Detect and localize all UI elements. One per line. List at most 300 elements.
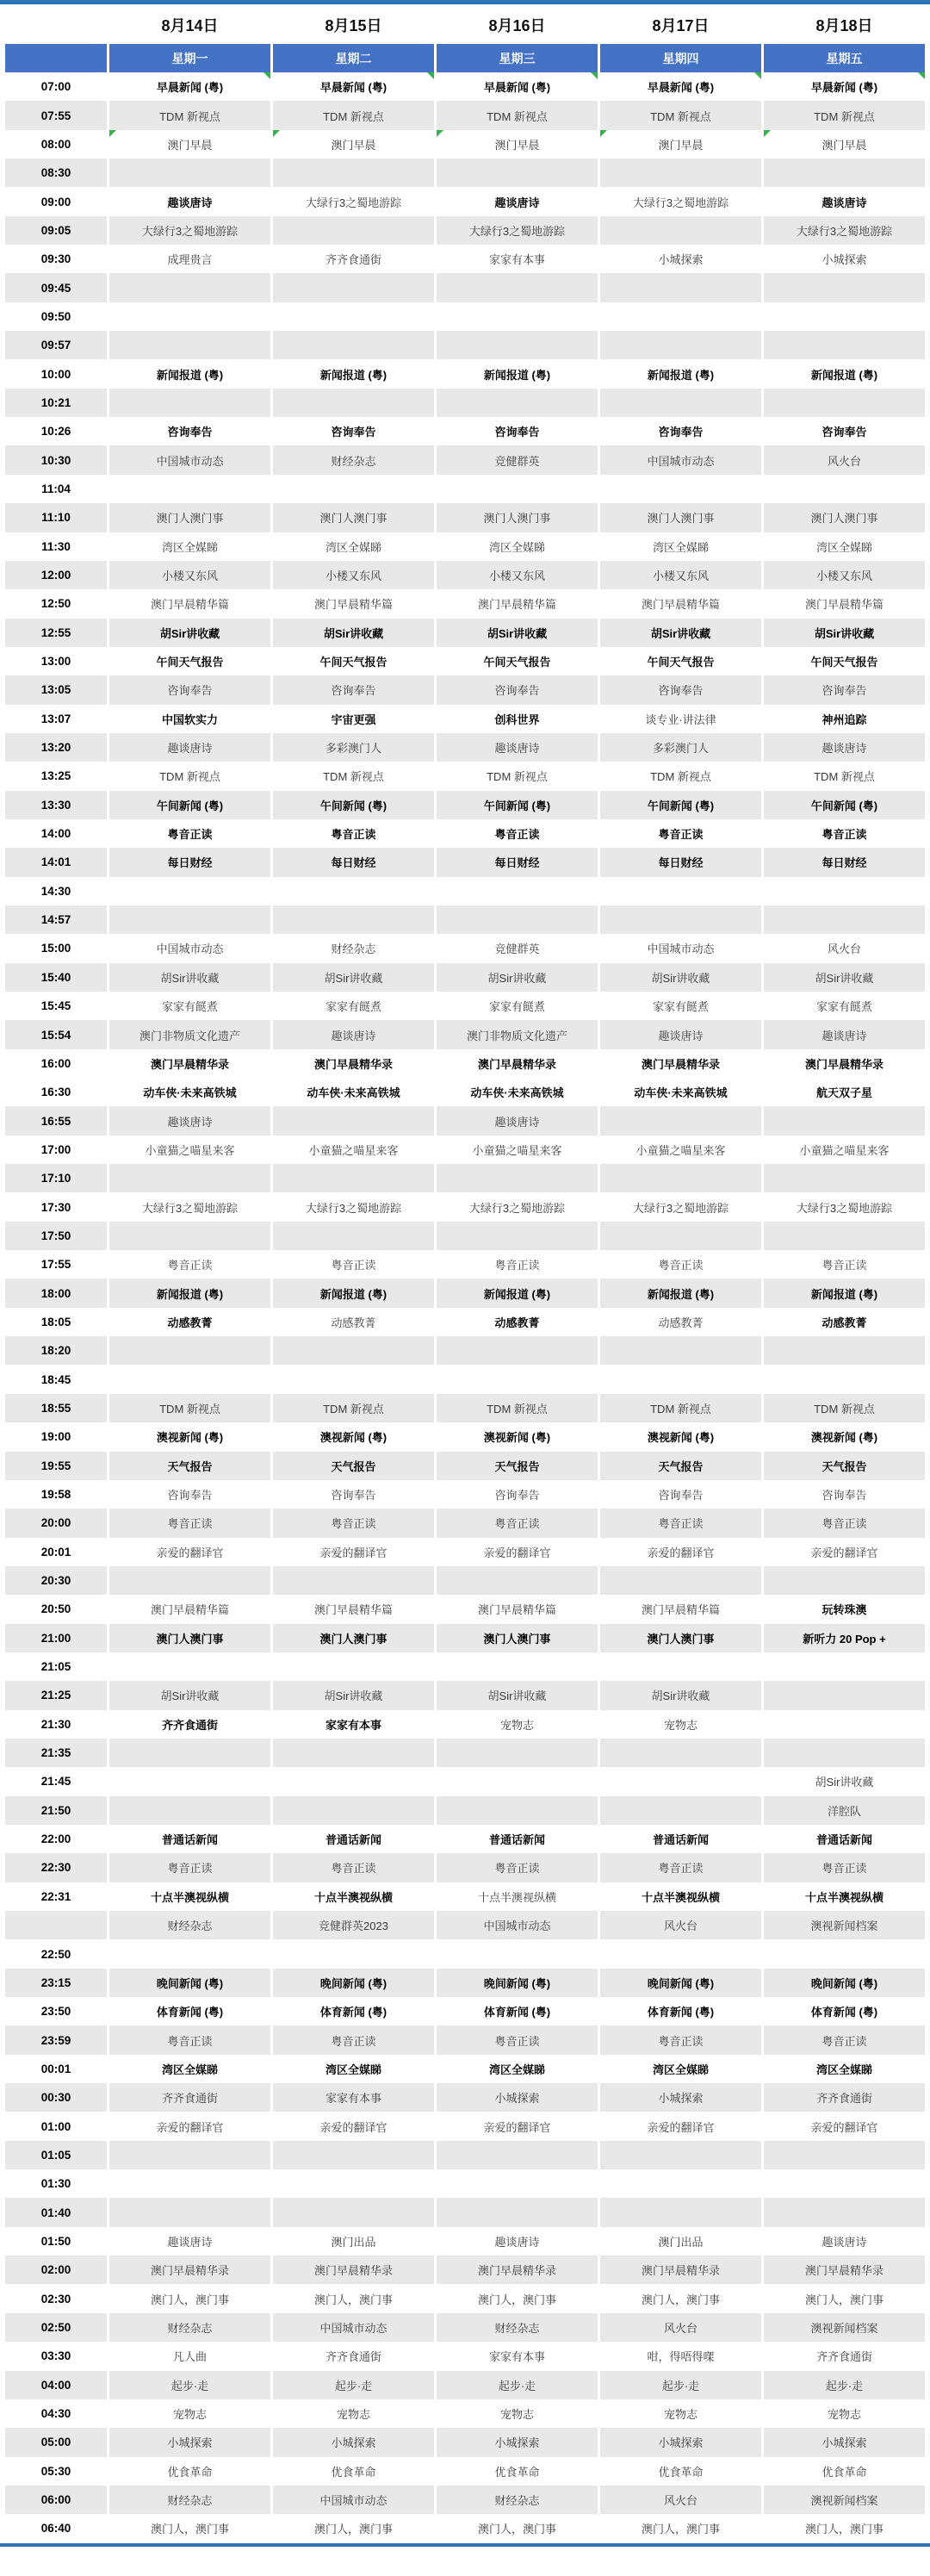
program-title: 风火台 — [827, 454, 861, 468]
program-cell — [600, 1136, 761, 1164]
time-cell: 22:00 — [5, 1825, 107, 1853]
time-cell: 15:00 — [5, 934, 107, 962]
program-title: 大绿行3之蜀地游踪 — [796, 224, 893, 238]
program-cell — [764, 647, 925, 675]
program-cell — [437, 963, 598, 992]
program-cell — [764, 2025, 925, 2054]
program-title: 粤音正读 — [658, 1517, 704, 1531]
schedule-row — [5, 2025, 925, 2054]
program-title: 趣谈唐诗 — [167, 742, 213, 756]
program-title: 澳视新闻 (粤) — [647, 1431, 715, 1445]
program-title: 新闻报道 (粤) — [810, 368, 878, 382]
program-title: 竞健群英 — [494, 943, 540, 956]
weekday-header-fri: 星期五 — [764, 44, 925, 72]
schedule-row — [5, 877, 925, 905]
program-cell — [437, 2198, 598, 2226]
program-cell — [437, 733, 598, 762]
program-cell — [109, 1882, 270, 1911]
program-title: 天气报告 — [167, 1459, 213, 1473]
program-cell — [437, 2342, 598, 2370]
program-cell — [437, 762, 598, 790]
program-cell — [109, 2457, 270, 2486]
schedule-row — [5, 2371, 925, 2399]
program-title: 粤音正读 — [494, 1259, 540, 1272]
program-cell — [437, 619, 598, 647]
program-cell — [273, 705, 434, 733]
program-cell — [600, 2486, 761, 2514]
program-cell — [109, 1394, 270, 1422]
program-cell — [764, 819, 925, 848]
program-cell — [273, 675, 434, 704]
program-title: 起步·走 — [334, 2379, 373, 2392]
time-cell: 20:50 — [5, 1595, 107, 1623]
schedule-row — [5, 848, 925, 876]
program-cell — [764, 359, 925, 388]
schedule-row — [5, 1136, 925, 1164]
program-cell — [764, 1106, 925, 1135]
schedule-row — [5, 1308, 925, 1336]
program-cell — [764, 1020, 925, 1048]
program-title: 凡人曲 — [172, 2350, 207, 2364]
program-cell — [764, 1452, 925, 1480]
time-cell: 08:00 — [5, 130, 107, 159]
program-cell — [764, 1365, 925, 1393]
program-cell — [273, 2169, 434, 2198]
program-cell — [437, 359, 598, 388]
program-cell — [437, 389, 598, 417]
program-cell — [600, 1250, 761, 1279]
time-cell: 00:01 — [5, 2055, 107, 2083]
program-cell — [109, 1422, 270, 1451]
schedule-row — [5, 101, 925, 129]
program-cell — [600, 389, 761, 417]
program-cell — [437, 1595, 598, 1623]
program-cell — [437, 1480, 598, 1509]
program-cell — [109, 1825, 270, 1853]
schedule-row — [5, 1336, 925, 1365]
program-cell — [764, 130, 925, 159]
program-title: 澳视新闻 (粤) — [319, 1431, 388, 1445]
program-title: 动感教菁 — [658, 1316, 704, 1329]
program-title: 澳门非物质文化遗产 — [139, 1029, 240, 1042]
program-title: 胡Sir讲收藏 — [159, 626, 220, 640]
program-cell — [109, 532, 270, 561]
program-title: 午间天气报告 — [156, 656, 224, 669]
program-cell — [764, 791, 925, 819]
schedule-row — [5, 1566, 925, 1595]
program-title: 粤音正读 — [167, 1862, 213, 1876]
program-cell — [437, 1136, 598, 1164]
program-title: 玩转珠澳 — [822, 1603, 867, 1617]
program-cell — [437, 1106, 598, 1135]
program-cell — [109, 72, 270, 101]
program-title: 澳门早晨精华录 — [150, 1057, 229, 1071]
program-cell — [273, 245, 434, 273]
program-cell — [273, 2256, 434, 2284]
time-cell: 21:30 — [5, 1710, 107, 1739]
program-title: 澳门出品 — [331, 2235, 376, 2249]
time-cell: 05:00 — [5, 2428, 107, 2456]
program-title: 澳门人澳门事 — [647, 1632, 715, 1646]
schedule-row — [5, 1853, 925, 1882]
program-title: 粤音正读 — [658, 1259, 704, 1272]
program-cell — [273, 1020, 434, 1048]
program-cell — [600, 1911, 761, 1939]
program-title: 天气报告 — [822, 1459, 867, 1473]
program-title: 家家有本事 — [488, 2350, 545, 2364]
program-cell — [437, 1739, 598, 1767]
program-cell — [600, 1825, 761, 1853]
green-flag-icon — [273, 130, 280, 137]
program-cell — [600, 675, 761, 704]
program-cell — [764, 675, 925, 704]
program-title: 新闻报道 (粤) — [319, 1287, 388, 1301]
program-cell — [764, 417, 925, 445]
program-cell — [600, 1882, 761, 1911]
time-cell: 09:00 — [5, 187, 107, 215]
program-title: 澳门早晨精华录 — [477, 2264, 556, 2278]
program-title: 家家有餸煮 — [815, 1000, 872, 1014]
program-title: 晚间新闻 (粤) — [810, 1976, 878, 1990]
program-cell — [437, 1796, 598, 1825]
program-cell — [764, 762, 925, 790]
program-cell — [600, 877, 761, 905]
program-title: 小楼又东风 — [325, 569, 381, 583]
schedule-row — [5, 791, 925, 819]
program-cell — [109, 1911, 270, 1939]
schedule-row — [5, 2284, 925, 2312]
time-cell: 22:31 — [5, 1882, 107, 1911]
program-title: 湾区全媒睇 — [161, 540, 218, 554]
program-cell — [437, 1710, 598, 1739]
footer-whitespace — [0, 2547, 930, 2576]
program-title: 粤音正读 — [494, 1862, 540, 1876]
program-cell — [109, 1480, 270, 1509]
program-title: TDM 新视点 — [159, 1402, 220, 1416]
program-title: 宠物志 — [663, 2408, 698, 2422]
program-title: 每日财经 — [822, 856, 867, 870]
program-title: 齐齐食通街 — [325, 2350, 381, 2364]
program-title: 起步·走 — [498, 2379, 536, 2392]
program-cell — [437, 445, 598, 474]
program-cell — [600, 1336, 761, 1365]
program-title: 优食革命 — [658, 2465, 704, 2479]
program-cell — [600, 1710, 761, 1739]
program-cell — [764, 2313, 925, 2342]
program-cell — [600, 1106, 761, 1135]
program-cell — [600, 992, 761, 1020]
green-flag-icon — [264, 72, 270, 79]
program-title: 趣谈唐诗 — [822, 196, 867, 209]
program-cell — [600, 762, 761, 790]
program-title: 优食革命 — [167, 2465, 213, 2479]
program-title: 粤音正读 — [658, 2034, 704, 2048]
program-title: 午间新闻 (粤) — [483, 799, 551, 812]
program-cell — [437, 1279, 598, 1307]
program-cell — [109, 2025, 270, 2054]
program-title: 小楼又东风 — [815, 569, 872, 583]
program-cell — [437, 1853, 598, 1882]
program-title: 胡Sir讲收藏 — [651, 971, 710, 985]
program-cell — [437, 1164, 598, 1192]
program-cell — [273, 1538, 434, 1566]
program-title: 洋腔队 — [827, 1804, 861, 1818]
program-title: 湾区全媒睇 — [488, 2063, 545, 2076]
program-cell — [437, 302, 598, 331]
program-title: 澳视新闻 (粤) — [810, 1431, 878, 1445]
weekday-header-mon: 星期一 — [109, 44, 270, 72]
program-cell — [109, 1336, 270, 1365]
program-cell — [764, 2284, 925, 2312]
program-cell — [764, 1882, 925, 1911]
program-title: 天气报告 — [658, 1459, 704, 1473]
program-cell — [273, 963, 434, 992]
program-cell — [273, 1308, 434, 1336]
program-cell — [600, 905, 761, 934]
program-title: 宠物志 — [172, 2408, 207, 2422]
program-title: 澳门非物质文化遗产 — [466, 1029, 567, 1042]
schedule-row — [5, 963, 925, 992]
schedule-row — [5, 159, 925, 187]
program-title: 澳门早晨精华录 — [313, 2264, 393, 2278]
program-title: TDM 新视点 — [650, 1402, 711, 1416]
program-title: 粤音正读 — [822, 2034, 867, 2048]
program-title: 澳门早晨精华录 — [313, 1057, 393, 1071]
program-title: 风火台 — [663, 2321, 698, 2335]
program-cell — [600, 2313, 761, 2342]
program-title: 粤音正读 — [822, 828, 867, 842]
program-title: 澳门人，澳门事 — [477, 2523, 556, 2536]
program-title: 趣谈唐诗 — [167, 1115, 213, 1129]
program-title: 粤音正读 — [167, 828, 213, 842]
program-cell — [600, 2457, 761, 2486]
time-cell: 11:10 — [5, 503, 107, 532]
program-cell — [109, 1939, 270, 1968]
time-cell: 21:35 — [5, 1739, 107, 1767]
program-cell — [764, 245, 925, 273]
time-cell: 15:45 — [5, 992, 107, 1020]
program-title: 澳视新闻 (粤) — [156, 1431, 224, 1445]
program-title: 咨询奉告 — [167, 684, 213, 698]
program-title: 新听力 20 Pop + — [803, 1632, 886, 1646]
program-title: 中国城市动态 — [647, 454, 715, 468]
program-cell — [109, 1681, 270, 1709]
program-cell — [437, 2227, 598, 2256]
weekday-header-wed: 星期三 — [437, 44, 598, 72]
program-cell — [764, 1250, 925, 1279]
program-title: 澳门人澳门事 — [483, 1632, 551, 1646]
schedule-row — [5, 1106, 925, 1135]
program-cell — [437, 1365, 598, 1393]
program-title: 澳门早晨 — [331, 138, 376, 152]
program-title: TDM 新视点 — [159, 109, 220, 123]
program-title: 小城探索 — [331, 2436, 376, 2450]
program-cell — [600, 159, 761, 187]
program-cell — [600, 273, 761, 302]
program-cell — [764, 2399, 925, 2428]
program-title: 新闻报道 (粤) — [319, 368, 388, 382]
schedule-row — [5, 1192, 925, 1221]
program-title: 澳门人，澳门事 — [150, 2523, 229, 2536]
program-cell — [764, 1825, 925, 1853]
green-flag-icon — [427, 72, 434, 79]
time-cell: 01:50 — [5, 2227, 107, 2256]
program-cell — [600, 72, 761, 101]
program-title: 竞健群英2023 — [319, 1920, 388, 1933]
time-cell: 13:20 — [5, 733, 107, 762]
program-cell — [273, 2428, 434, 2456]
program-title: 新闻报道 (粤) — [810, 1287, 878, 1301]
program-cell — [764, 2227, 925, 2256]
program-title: 咨询奉告 — [331, 1489, 376, 1503]
program-cell — [109, 1710, 270, 1739]
program-title: 创科世界 — [494, 712, 540, 726]
time-cell — [5, 1911, 107, 1939]
program-cell — [273, 359, 434, 388]
program-cell — [273, 1452, 434, 1480]
time-cell: 14:57 — [5, 905, 107, 934]
program-cell — [109, 1595, 270, 1623]
program-cell — [764, 905, 925, 934]
program-title: 澳门人澳门事 — [647, 512, 715, 526]
program-cell — [764, 2342, 925, 2370]
program-title: 财经杂志 — [494, 2494, 540, 2508]
time-cell: 06:00 — [5, 2486, 107, 2514]
schedule-row — [5, 417, 925, 445]
program-title: 澳门早晨 — [167, 138, 213, 152]
program-cell — [600, 2371, 761, 2399]
program-cell — [437, 2371, 598, 2399]
program-title: 多彩澳门人 — [325, 742, 381, 756]
program-title: 咨询奉告 — [331, 426, 376, 439]
program-title: 动感教菁 — [494, 1316, 540, 1329]
program-cell — [764, 273, 925, 302]
program-cell — [273, 1882, 434, 1911]
program-cell — [273, 503, 434, 532]
program-title: 澳门人澳门事 — [319, 1632, 388, 1646]
program-title: 午间天气报告 — [647, 656, 715, 669]
program-cell — [273, 1222, 434, 1250]
program-cell — [273, 2198, 434, 2226]
program-cell — [273, 187, 434, 215]
program-cell — [764, 1222, 925, 1250]
program-cell — [109, 1078, 270, 1106]
time-cell: 16:55 — [5, 1106, 107, 1135]
program-cell — [273, 2227, 434, 2256]
schedule-row — [5, 1652, 925, 1681]
time-cell: 23:50 — [5, 1997, 107, 2025]
program-cell — [273, 2284, 434, 2312]
program-title: 小城探索 — [658, 2436, 704, 2450]
program-cell — [109, 1020, 270, 1048]
program-cell — [273, 1078, 434, 1106]
program-title: 早晨新闻 (粤) — [319, 81, 388, 95]
program-title: TDM 新视点 — [487, 1402, 548, 1416]
time-cell: 01:00 — [5, 2112, 107, 2140]
program-title: 澳门人澳门事 — [810, 512, 878, 526]
program-title: 早晨新闻 (粤) — [483, 81, 551, 95]
program-cell — [600, 532, 761, 561]
program-cell — [600, 216, 761, 245]
program-title: 优食革命 — [494, 2465, 540, 2479]
program-title: 十点半澳视纵横 — [804, 1890, 884, 1904]
program-cell — [273, 1624, 434, 1652]
program-cell — [273, 1595, 434, 1623]
program-cell — [109, 2342, 270, 2370]
schedule-row — [5, 2256, 925, 2284]
program-cell — [109, 273, 270, 302]
time-cell: 12:00 — [5, 561, 107, 589]
program-cell — [273, 101, 434, 129]
weekday-header-tue: 星期二 — [273, 44, 434, 72]
time-cell: 14:01 — [5, 848, 107, 876]
program-title: 小童猫之喵星来客 — [145, 1143, 235, 1157]
schedule-row — [5, 475, 925, 503]
program-title: 咨询奉告 — [494, 426, 540, 439]
program-cell — [273, 1767, 434, 1795]
time-cell: 21:45 — [5, 1767, 107, 1795]
program-cell — [600, 302, 761, 331]
program-cell — [109, 2284, 270, 2312]
program-title: 澳门早晨精华录 — [477, 1057, 556, 1071]
program-title: 大绿行3之蜀地游踪 — [468, 224, 566, 238]
program-cell — [764, 532, 925, 561]
program-title: 趣谈唐诗 — [658, 1029, 704, 1042]
green-flag-icon — [754, 72, 761, 79]
program-cell — [109, 2514, 270, 2542]
time-cell: 12:55 — [5, 619, 107, 647]
program-cell — [600, 1164, 761, 1192]
program-cell — [600, 2256, 761, 2284]
program-cell — [600, 331, 761, 359]
program-cell — [273, 475, 434, 503]
schedule-row — [5, 992, 925, 1020]
program-title: 财经杂志 — [331, 454, 376, 468]
time-cell: 01:05 — [5, 2141, 107, 2169]
program-cell — [273, 733, 434, 762]
program-title: 动车侠·未来高铁城 — [307, 1086, 400, 1100]
program-cell — [273, 848, 434, 876]
program-title: 小童猫之喵星来客 — [636, 1143, 726, 1157]
program-cell — [600, 1192, 761, 1221]
time-cell: 19:58 — [5, 1480, 107, 1509]
program-cell — [437, 2486, 598, 2514]
program-title: 午间天气报告 — [810, 656, 878, 669]
time-cell: 19:55 — [5, 1452, 107, 1480]
date-header-tue: 8月15日 — [325, 17, 382, 34]
program-cell — [437, 819, 598, 848]
program-cell — [437, 992, 598, 1020]
program-title: 小楼又东风 — [488, 569, 545, 583]
program-cell — [273, 159, 434, 187]
program-title: 宇宙更强 — [331, 712, 376, 726]
program-title: 澳门早晨精华录 — [641, 2264, 720, 2278]
time-cell: 07:55 — [5, 101, 107, 129]
program-cell — [109, 992, 270, 1020]
program-cell — [109, 1997, 270, 2025]
program-title: 澳门出品 — [658, 2235, 704, 2249]
program-cell — [600, 705, 761, 733]
schedule-row — [5, 1825, 925, 1853]
program-title: 每日财经 — [494, 856, 540, 870]
program-cell — [273, 1192, 434, 1221]
time-cell: 01:40 — [5, 2198, 107, 2226]
program-cell — [600, 1566, 761, 1595]
program-cell — [437, 1939, 598, 1968]
program-title: 小城探索 — [494, 2092, 540, 2106]
schedule-row — [5, 187, 925, 215]
program-title: 多彩澳门人 — [652, 742, 709, 756]
